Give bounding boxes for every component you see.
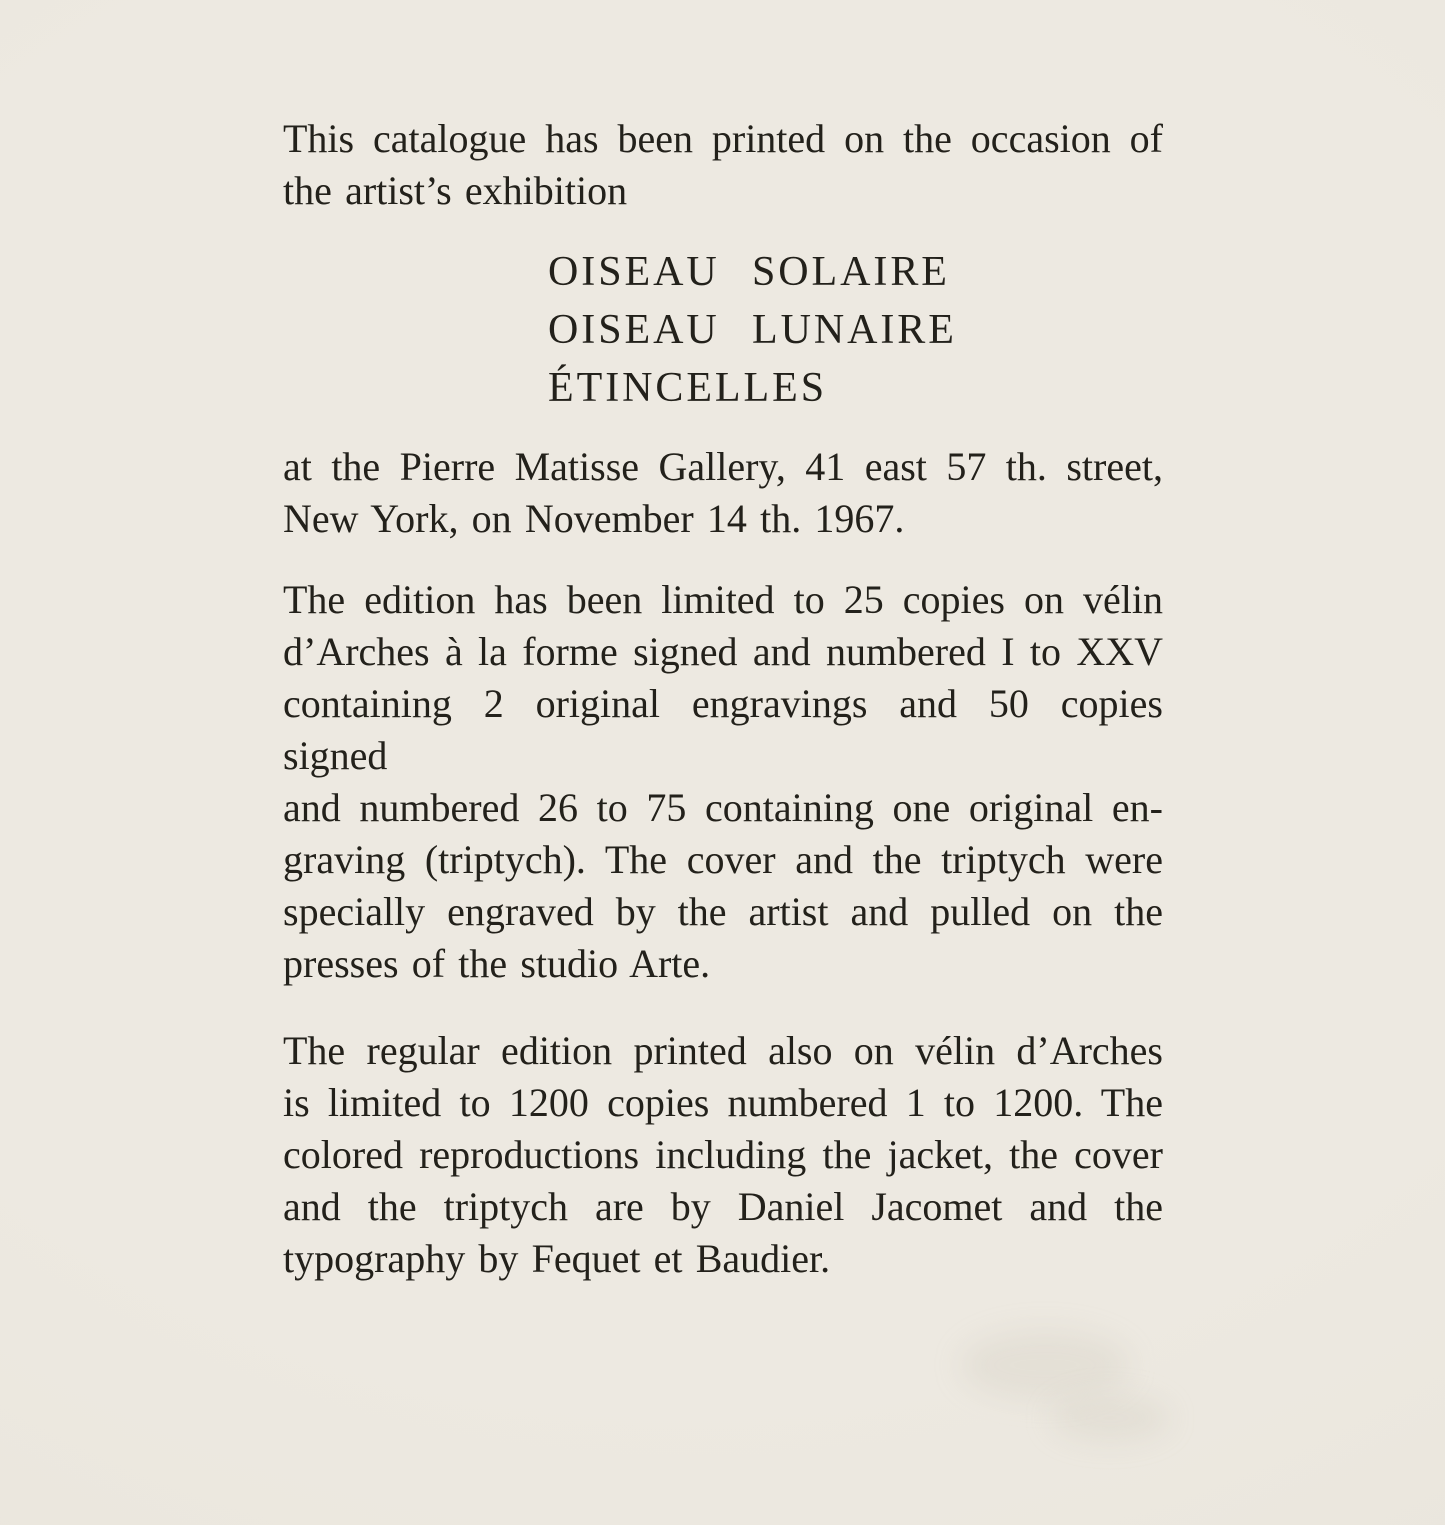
- venue-paragraph: [283, 441, 1163, 545]
- paper-smudge: [960, 1330, 1130, 1400]
- title-line-oiseau-lunaire: OISEAU LUNAIRE: [548, 307, 957, 353]
- paper-smudge: [1050, 1395, 1170, 1441]
- text-line: containing 2 original engravings and 50 copies signed: [283, 681, 1163, 778]
- text-line: specially engraved by the artist and pulled on the: [283, 889, 1163, 934]
- text-line: at the Pierre Matisse Gallery, 41 east 57 th. street,: [283, 444, 1163, 489]
- title-line-oiseau-solaire: OISEAU SOLAIRE: [548, 249, 950, 295]
- text-line: graving (triptych). The cover and the triptych were: [283, 837, 1163, 882]
- text-line: the artist’s exhibition: [283, 168, 628, 213]
- text-line: This catalogue has been printed on the occasion of: [283, 116, 1163, 161]
- text-line: New York, on November 14 th. 1967.: [283, 496, 905, 541]
- title-line-etincelles: ÉTINCELLES: [548, 365, 828, 411]
- regular-edition-paragraph: [283, 1025, 1163, 1285]
- intro-paragraph: [283, 113, 1163, 217]
- colophon-text-block: [283, 113, 1163, 1285]
- text-line: is limited to 1200 copies numbered 1 to 1200. The: [283, 1080, 1163, 1125]
- text-line: The regular edition printed also on vélin d’Arches: [283, 1028, 1163, 1073]
- text-line: colored reproductions including the jacket, the cover: [283, 1132, 1163, 1177]
- exhibition-titles: [548, 243, 1163, 417]
- text-line: presses of the studio Arte.: [283, 941, 711, 986]
- text-line: d’Arches à la forme signed and numbered I to XXV: [283, 629, 1163, 674]
- text-line: The edition has been limited to 25 copies on vélin: [283, 577, 1163, 622]
- text-line: and numbered 26 to 75 containing one original en-: [283, 785, 1163, 830]
- text-line: and the triptych are by Daniel Jacomet and the: [283, 1184, 1163, 1229]
- text-line: typography by Fequet et Baudier.: [283, 1236, 831, 1281]
- deluxe-edition-paragraph: [283, 574, 1163, 990]
